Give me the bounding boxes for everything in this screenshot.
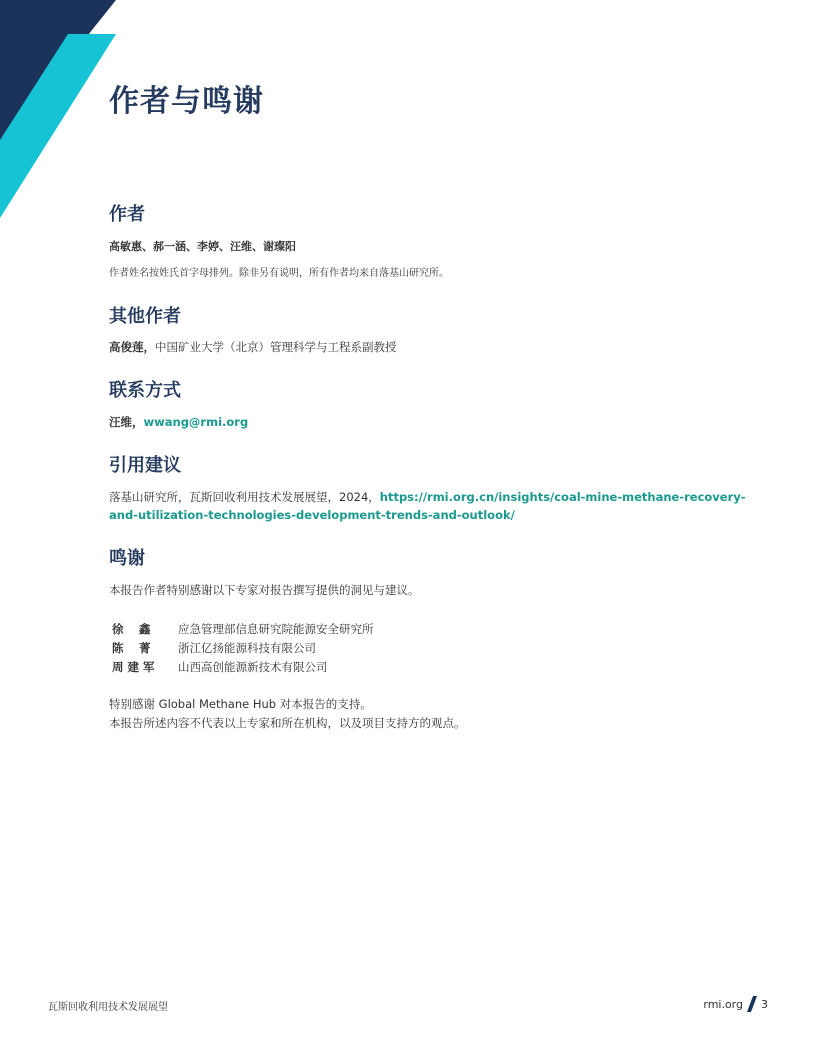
experts-list: [109, 619, 374, 676]
expert-row: [109, 619, 374, 638]
acknowledgements-heading: 鸣谢: [109, 548, 145, 569]
citation-heading: 引用建议: [109, 455, 181, 476]
authors-heading: 作者: [109, 204, 145, 225]
contact-line: [109, 414, 248, 430]
citation-url-link[interactable]: https://rmi.org.cn/insights/coal-mine-methane-recovery-: [379, 490, 746, 504]
citation-text: 落基山研究所，瓦斯回收利用技术发展展望，2024，: [109, 490, 380, 504]
other-author-line: [109, 339, 397, 355]
page-title: 作者与鸣谢: [109, 84, 264, 119]
expert-org: 应急管理部信息研究院能源安全研究所: [178, 621, 374, 636]
author-names: 高敏惠、郝一涵、李婷、汪维、谢璨阳: [109, 240, 296, 253]
contact-email-link[interactable]: wwang@rmi.org: [143, 415, 249, 429]
expert-row: [109, 657, 374, 676]
citation-url-link-cont[interactable]: and-utilization-technologies-development-trends-and-outlook/: [109, 508, 515, 522]
slash-icon: [747, 996, 757, 1012]
citation-line-1: [109, 489, 746, 505]
footer-page-info: [703, 996, 768, 1012]
footer-report-title: 瓦斯回收利用技术发展展望: [48, 1002, 168, 1013]
citation-line-2: [109, 508, 515, 522]
other-authors-heading: 其他作者: [109, 306, 181, 327]
expert-org: 浙江亿扬能源科技有限公司: [178, 640, 316, 655]
expert-org: 山西高创能源新技术有限公司: [178, 659, 328, 674]
acknowledgements-intro: 本报告作者特别感谢以下专家对报告撰写提供的洞见与建议。: [109, 583, 420, 597]
thanks-line-1: 特别感谢 Global Methane Hub 对本报告的支持。: [109, 697, 372, 711]
other-author-affiliation: 中国矿业大学（北京）管理科学与工程系副教授: [155, 340, 397, 354]
footer-site[interactable]: rmi.org: [703, 997, 743, 1011]
expert-name: 徐 鑫: [112, 621, 151, 636]
thanks-line-2: 本报告所述内容不代表以上专家和所在机构，以及项目支持方的观点。: [109, 716, 466, 730]
expert-name: 周 建 军: [112, 659, 155, 674]
other-author-name: 高俊莲，: [109, 340, 155, 354]
expert-name: 陈 菁: [112, 640, 151, 655]
page-number: 3: [761, 997, 768, 1011]
contact-name: 汪维，: [109, 415, 144, 429]
expert-row: [109, 638, 374, 657]
contact-heading: 联系方式: [109, 380, 181, 401]
authors-note: 作者姓名按姓氏首字母排列。除非另有说明，所有作者均来自落基山研究所。: [109, 268, 449, 279]
